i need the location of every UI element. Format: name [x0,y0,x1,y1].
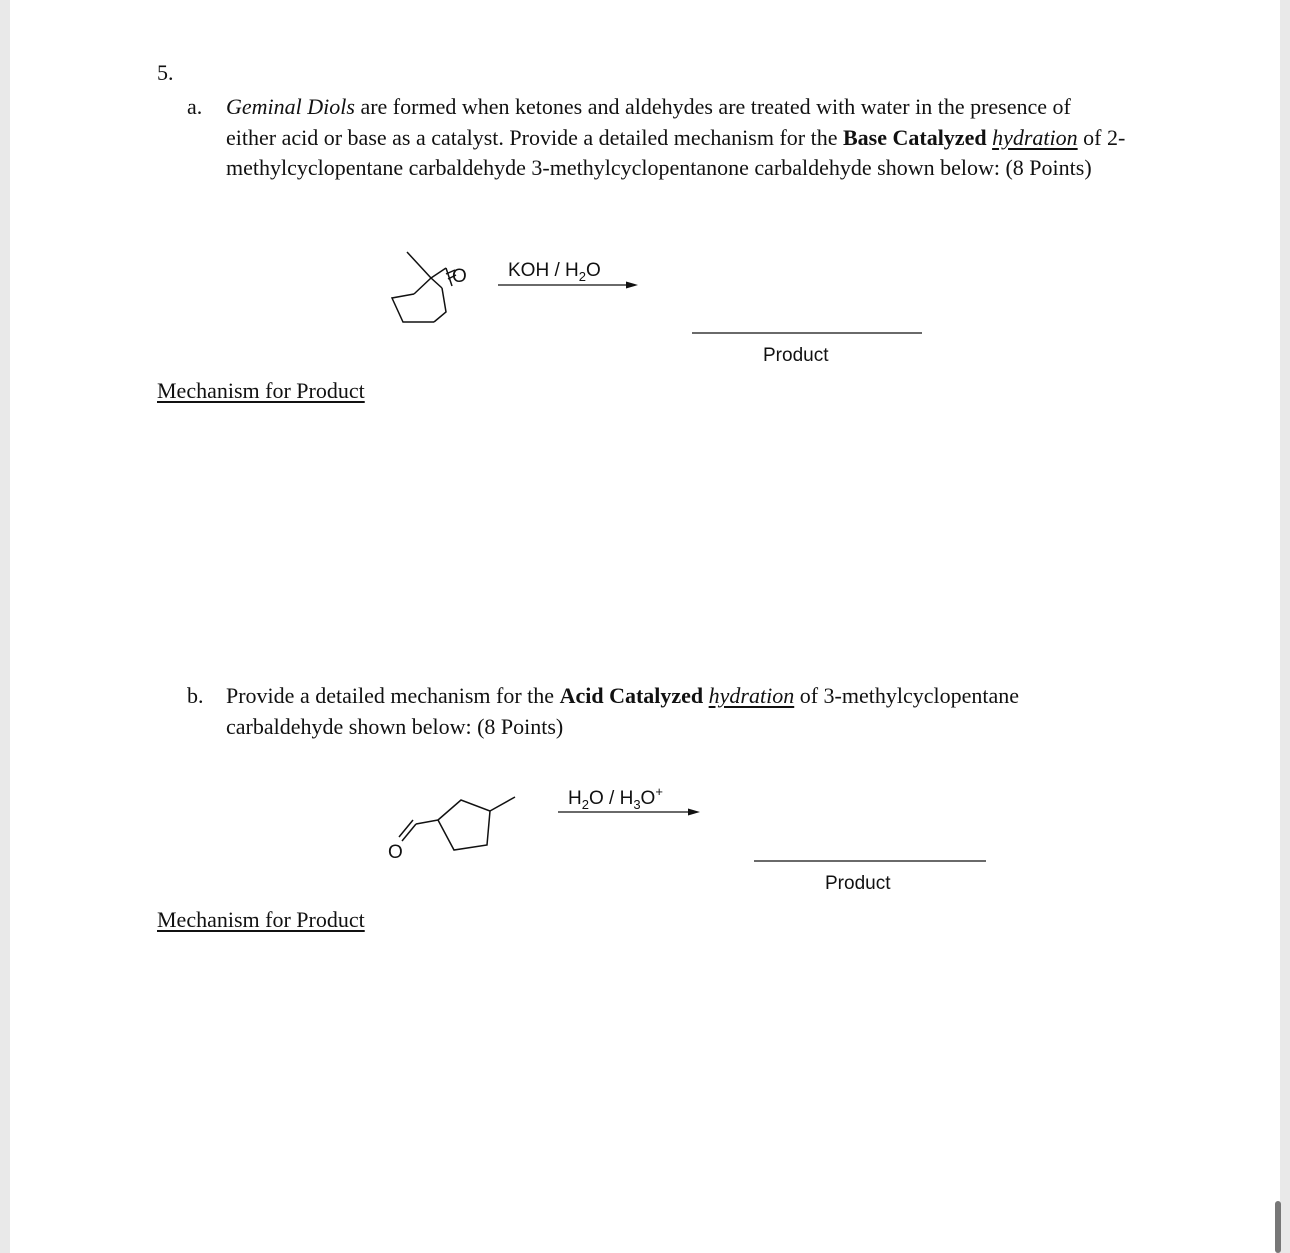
ring-bond [434,288,446,322]
carbonyl-oxygen-label: O [388,842,403,863]
aldehyde-bond [416,820,438,824]
reaction-arrow-b-head [688,809,700,816]
hydration-emphasis: hydration [992,124,1078,150]
part-a-label: a. [187,94,203,119]
carbonyl-oxygen-label: O [452,266,467,287]
reaction-arrow-a-head [626,282,638,289]
methyl-bond [490,797,515,811]
reagent-b-label: $H_2O / H_3O^+$ [568,784,663,812]
carbonyl-double-bond [399,820,413,837]
carbonyl-double-bond [402,824,416,841]
mechanism-b-heading: Mechanism for Product [157,907,365,932]
ring-bond [392,294,434,322]
methyl-bond [407,252,431,278]
vertical-scrollbar[interactable] [1275,1201,1281,1253]
hydration-emphasis: hydration [708,683,795,708]
ring-bond [414,278,442,294]
product-a-label: Product [763,345,829,366]
question-number: 5. [157,60,174,85]
reagent-a-label: KOH / $H_2O$ [508,260,601,284]
3-methylcyclopentane-carbaldehyde-structure [399,797,515,850]
part-b-question-text: Provide a detailed mechanism for the Acid Catalyzed hydration of 3-methylcyclopentane carbaldehyde shown below: (8 Points) [226,683,1020,739]
aldehyde-bond [431,268,446,278]
cyclopentane-ring [438,800,490,850]
document-page [10,0,1280,1253]
acid-catalyzed-emphasis: Acid Catalyzed [559,683,704,708]
base-catalyzed-emphasis: Base Catalyzed [842,124,987,150]
reaction-scheme-b [10,760,1280,910]
reaction-scheme-a [10,0,1280,420]
methylcyclopentane-carbaldehyde-structure [392,252,456,322]
part-b-label: b. [187,683,204,708]
product-b-label: Product [825,873,891,894]
geminal-diols-term: Geminal Diols [226,94,355,119]
part-a-question-text: Geminal Diols are formed when ketones and aldehydes are treated with water in the presence of either acid or base as a catalyst. Provide a detailed mechanism for the Base Catalyzed hydration of 2-methylcyclopentane carbaldehyde 3-methylcyclopentanone carbaldehyde shown below: (8 Points) [226,94,1126,180]
mechanism-a-heading: Mechanism for Product [157,378,365,403]
